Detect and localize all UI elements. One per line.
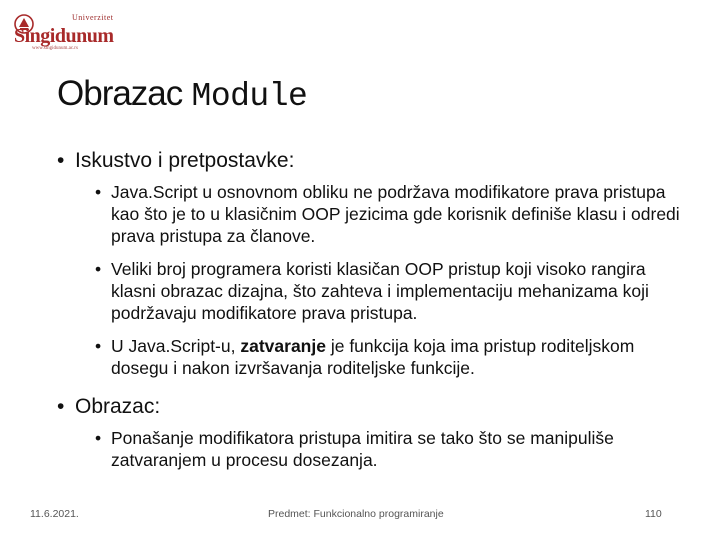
slide-title-code-word: Module (191, 78, 308, 115)
page-number: 110 (645, 508, 662, 520)
bullet-dot-icon: • (95, 428, 102, 448)
logo-url: www.singidunum.ac.rs (32, 46, 78, 51)
bullet-dot-icon: • (95, 336, 102, 356)
sub-bullet-text: Veliki broj programera koristi klasičan OOP pristup koji visoko rangira klasni obrazac dizajna, što zahteva i implementaciju mehanizama koji podržavaju modifikatore prava pristupa. (111, 259, 649, 323)
bullet-dot-icon: • (57, 149, 65, 172)
sub-bullet-text-part: U Java.Script-u, (111, 336, 241, 356)
logo-name: Singidunum (14, 25, 114, 47)
sub-bullet-text (111, 335, 681, 379)
bullet-text: Obrazac: (75, 395, 161, 418)
footer-course: Predmet: Funkcionalno programiranje (268, 508, 444, 520)
university-logo (10, 10, 115, 54)
bullet-dot-icon: • (95, 259, 102, 279)
sub-bullet-text: Ponašanje modifikatora pristupa imitira se tako što se manipuliše zatvaranjem u procesu dosezanja. (111, 428, 614, 470)
logo-top-text: Univerzitet (72, 13, 114, 22)
bullet-dot-icon: • (57, 395, 65, 418)
bold-term: zatvaranje (240, 336, 326, 356)
slide-title (57, 74, 307, 115)
slide-title-word: Obrazac (57, 74, 183, 113)
bullet-text: Iskustvo i pretpostavke: (75, 149, 295, 172)
sub-bullet-text-part: je funkcija koja ima pristup roditeljskom dosegu i nakon izvršavanja roditeljske funkcije. (111, 336, 635, 378)
bullet-dot-icon: • (95, 182, 102, 202)
footer-date: 11.6.2021. (30, 508, 79, 520)
sub-bullet-text: Java.Script u osnovnom obliku ne podržava modifikatore prava pristupa kao što je to u klasičnim OOP jezicima gde korisnik definiše klasu i odredi prava pristupa za članove. (111, 182, 680, 246)
